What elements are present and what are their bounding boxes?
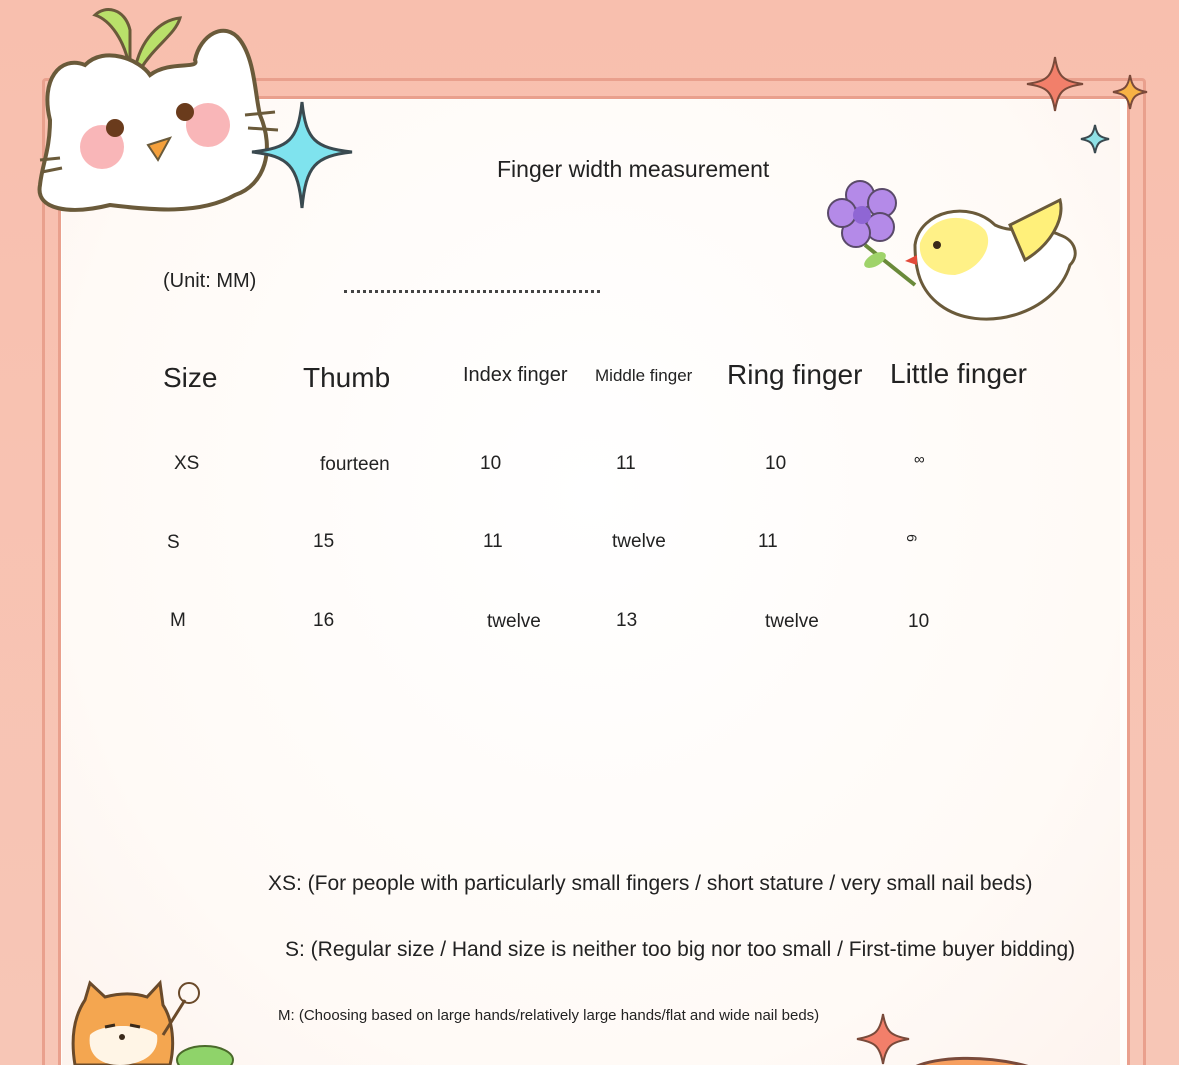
table-cell-index: 11	[483, 531, 503, 552]
page-title: Finger width measurement	[497, 156, 770, 182]
header-thumb: Thumb	[303, 362, 391, 393]
note-xs: XS: (For people with particularly small fingers / short stature / very small nail beds)	[268, 872, 1033, 895]
table-cell-little: 6	[903, 534, 920, 542]
header-ring-finger: Ring finger	[727, 359, 863, 390]
header-size: Size	[163, 362, 218, 393]
note-s: S: (Regular size / Hand size is neither too big nor too small / First-time buyer bidding)	[285, 938, 1076, 961]
table-cell-index: twelve	[487, 611, 541, 632]
table-cell-size: M	[170, 610, 186, 631]
table-cell-ring: 10	[765, 453, 787, 474]
orange-star-icon	[1025, 55, 1150, 165]
flower-bird-icon	[820, 175, 1090, 335]
dotted-divider	[344, 290, 600, 293]
unit-label: (Unit: MM)	[163, 270, 257, 292]
table-cell-thumb: 15	[313, 531, 335, 552]
table-cell-middle: twelve	[612, 531, 666, 552]
header-middle-finger: Middle finger	[595, 366, 693, 385]
table-cell-ring: 11	[758, 531, 778, 552]
shiba-dog-icon	[65, 975, 235, 1065]
table-cell-little: 10	[908, 611, 930, 632]
table-cell-thumb: fourteen	[320, 454, 390, 475]
table-cell-size: S	[167, 532, 180, 553]
table-cell-middle: 13	[616, 610, 638, 631]
table-cell-ring: twelve	[765, 611, 819, 632]
table-cell-index: 10	[480, 453, 502, 474]
header-little-finger: Little finger	[890, 358, 1027, 389]
blue-sparkle-icon	[250, 100, 355, 210]
table-cell-thumb: 16	[313, 610, 335, 631]
table-cell-size: XS	[174, 453, 200, 474]
pink-star-icon	[855, 1012, 1035, 1065]
note-m: M: (Choosing based on large hands/relatively large hands/flat and wide nail beds)	[278, 1007, 820, 1024]
table-cell-middle: 11	[616, 453, 636, 474]
header-index-finger: Index finger	[463, 364, 568, 386]
table-cell-little: ∞	[914, 451, 925, 468]
